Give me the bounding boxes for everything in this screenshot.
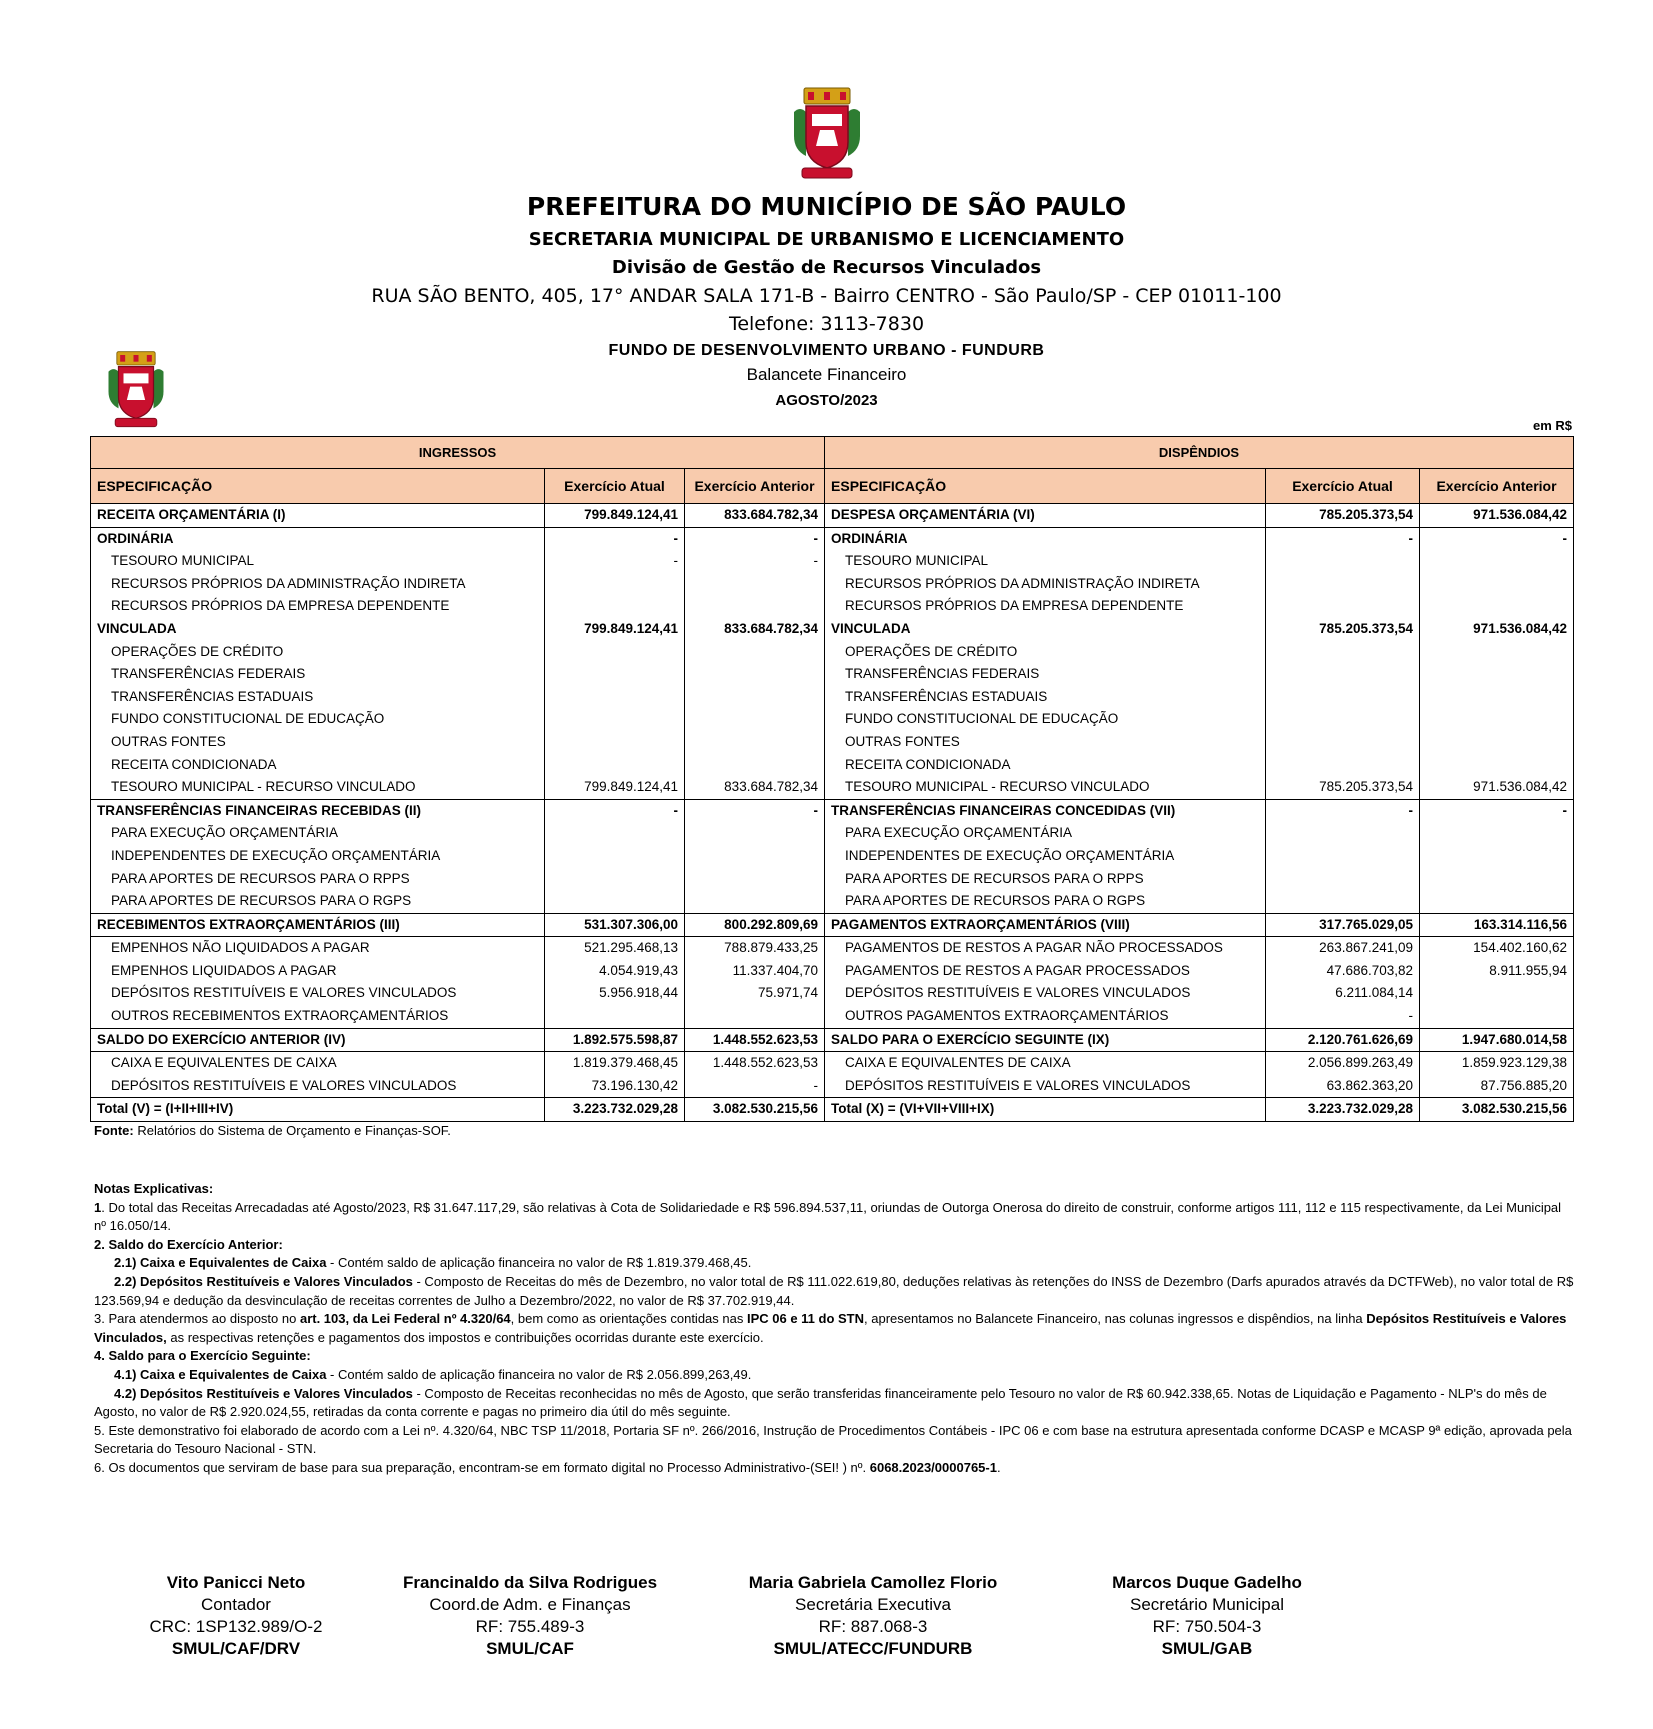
cell-right-atual [1266, 573, 1420, 596]
cell-right-atual: 6.211.084,14 [1266, 982, 1420, 1005]
signer-registration: CRC: 1SP132.989/O-2 [149, 1617, 323, 1636]
cell-left-anterior [685, 686, 825, 709]
note-2-1-label: 2.1) Caixa e Equivalentes de Caixa [114, 1255, 327, 1271]
source-note [94, 1123, 451, 1138]
cell-right-atual: 2.056.899.263,49 [1266, 1052, 1420, 1075]
note-3-text-e: as respectivas retenções e pagamentos dos impostos e contribuições ocorridas durante este exercício. [166, 1329, 764, 1345]
cell-right-atual [1266, 754, 1420, 777]
cell-right-spec: OUTROS PAGAMENTOS EXTRAORÇAMENTÁRIOS [825, 1005, 1266, 1028]
cell-left-anterior: 3.082.530.215,56 [685, 1098, 825, 1122]
cell-right-anterior [1420, 595, 1574, 618]
cell-right-atual: - [1266, 1005, 1420, 1028]
cell-right-atual [1266, 731, 1420, 754]
cell-right-spec: TRANSFERÊNCIAS FINANCEIRAS CONCEDIDAS (VII) [825, 799, 1266, 822]
cell-right-anterior: 154.402.160,62 [1420, 937, 1574, 960]
table-row [91, 663, 1574, 686]
cell-right-spec: TESOURO MUNICIPAL - RECURSO VINCULADO [825, 776, 1266, 799]
cell-left-anterior: - [685, 1075, 825, 1098]
cell-right-spec: INDEPENDENTES DE EXECUÇÃO ORÇAMENTÁRIA [825, 845, 1266, 868]
note-2-title: 2. Saldo do Exercício Anterior: [94, 1236, 283, 1252]
table-row [91, 1098, 1574, 1122]
cell-left-spec: EMPENHOS NÃO LIQUIDADOS A PAGAR [91, 937, 545, 960]
col-spec-left: ESPECIFICAÇÃO [91, 469, 545, 504]
table-row [91, 731, 1574, 754]
cell-left-anterior [685, 663, 825, 686]
cell-right-atual [1266, 890, 1420, 913]
cell-left-spec: RECURSOS PRÓPRIOS DA EMPRESA DEPENDENTE [91, 595, 545, 618]
note-3-text-a: 3. Para atendermos ao disposto no [94, 1311, 300, 1327]
cell-right-atual [1266, 686, 1420, 709]
cell-left-anterior [685, 845, 825, 868]
note-4-2 [94, 1385, 1574, 1422]
address: RUA SÃO BENTO, 405, 17° ANDAR SALA 171-B - Bairro CENTRO - São Paulo/SP - CEP 01011-100 [371, 285, 1282, 307]
signer-role: Secretário Municipal [1129, 1595, 1284, 1614]
cell-left-atual [545, 890, 685, 913]
cell-left-spec: RECEITA CONDICIONADA [91, 754, 545, 777]
cell-left-anterior: - [685, 527, 825, 550]
cell-right-anterior [1420, 663, 1574, 686]
signer-unit: SMUL/CAF/DRV [171, 1639, 301, 1658]
note-6 [94, 1459, 1574, 1478]
cell-left-anterior: - [685, 550, 825, 573]
cell-right-anterior: 87.756.885,20 [1420, 1075, 1574, 1098]
cell-left-atual: 531.307.306,00 [545, 913, 685, 937]
currency-unit: em R$ [1532, 418, 1572, 433]
cell-left-anterior [685, 641, 825, 664]
cell-left-atual [545, 686, 685, 709]
secretaria-title: SECRETARIA MUNICIPAL DE URBANISMO E LICENCIAMENTO [528, 229, 1125, 250]
cell-left-spec: RECEITA ORÇAMENTÁRIA (I) [91, 504, 545, 528]
dispendios-header: DISPÊNDIOS [825, 437, 1574, 469]
cell-right-atual [1266, 663, 1420, 686]
table-row [91, 1075, 1574, 1098]
cell-left-spec: OPERAÇÕES DE CRÉDITO [91, 641, 545, 664]
table-row [91, 890, 1574, 913]
cell-right-spec: RECEITA CONDICIONADA [825, 754, 1266, 777]
cell-right-atual [1266, 708, 1420, 731]
note-3-bold-2: IPC 06 e 11 do STN [746, 1311, 865, 1327]
cell-right-spec: ORDINÁRIA [825, 527, 1266, 550]
note-4-1-label: 4.1) Caixa e Equivalentes de Caixa [114, 1366, 327, 1382]
note-1-number: 1 [94, 1199, 102, 1215]
note-2-1 [94, 1254, 1574, 1273]
col-atual-left: Exercício Atual [545, 469, 685, 504]
cell-right-anterior [1420, 868, 1574, 891]
cell-left-anterior [685, 573, 825, 596]
cell-left-spec: ORDINÁRIA [91, 527, 545, 550]
cell-left-anterior [685, 822, 825, 845]
cell-right-anterior: 971.536.084,42 [1420, 618, 1574, 641]
cell-left-atual: 521.295.468,13 [545, 937, 685, 960]
cell-left-atual [545, 845, 685, 868]
table-row [91, 595, 1574, 618]
signer-role: Contador [201, 1595, 271, 1614]
table-row [91, 845, 1574, 868]
table-row [91, 686, 1574, 709]
cell-right-spec: DESPESA ORÇAMENTÁRIA (VI) [825, 504, 1266, 528]
cell-right-anterior [1420, 641, 1574, 664]
cell-right-anterior [1420, 754, 1574, 777]
signer-registration: RF: 750.504-3 [1152, 1617, 1262, 1636]
cell-left-spec: RECURSOS PRÓPRIOS DA ADMINISTRAÇÃO INDIRETA [91, 573, 545, 596]
cell-left-spec: OUTRAS FONTES [91, 731, 545, 754]
cell-left-atual: - [545, 799, 685, 822]
cell-left-spec: TRANSFERÊNCIAS FEDERAIS [91, 663, 545, 686]
cell-right-atual: 785.205.373,54 [1266, 776, 1420, 799]
cell-left-anterior: 75.971,74 [685, 982, 825, 1005]
note-4-2-text: - Composto de Receitas reconhecidas no mês de Agosto, que serão transferidas financeiramente pelo Tesouro no valor de R$ 60.942.338,65. Notas de Liquidação e Pagamento - NLP's do mês de Agosto, no valor de R$ 2.920.024,55, retiradas da conta corrente e pagas no primeiro dia útil do mês seguinte. [94, 1385, 1547, 1420]
cell-right-atual: 785.205.373,54 [1266, 618, 1420, 641]
signer-registration: RF: 755.489-3 [475, 1617, 585, 1636]
table-row [91, 799, 1574, 822]
coat-of-arms-icon [790, 86, 864, 182]
cell-right-spec: TESOURO MUNICIPAL [825, 550, 1266, 573]
cell-left-anterior [685, 754, 825, 777]
notes-title: Notas Explicativas: [94, 1181, 214, 1196]
cell-right-spec: RECURSOS PRÓPRIOS DA EMPRESA DEPENDENTE [825, 595, 1266, 618]
cell-left-anterior: 11.337.404,70 [685, 960, 825, 983]
col-spec-right: ESPECIFICAÇÃO [825, 469, 1266, 504]
table-row [91, 913, 1574, 937]
cell-left-spec: OUTROS RECEBIMENTOS EXTRAORÇAMENTÁRIOS [91, 1005, 545, 1028]
cell-left-atual: - [545, 550, 685, 573]
cell-right-spec: Total (X) = (VI+VII+VIII+IX) [825, 1098, 1266, 1122]
cell-right-spec: DEPÓSITOS RESTITUÍVEIS E VALORES VINCULADOS [825, 1075, 1266, 1098]
cell-right-spec: FUNDO CONSTITUCIONAL DE EDUCAÇÃO [825, 708, 1266, 731]
cell-left-spec: TESOURO MUNICIPAL - RECURSO VINCULADO [91, 776, 545, 799]
cell-right-atual: - [1266, 799, 1420, 822]
cell-right-anterior [1420, 1005, 1574, 1028]
cell-left-atual: 1.892.575.598,87 [545, 1028, 685, 1052]
cell-right-atual [1266, 550, 1420, 573]
ingressos-header: INGRESSOS [91, 437, 825, 469]
cell-left-atual [545, 708, 685, 731]
cell-right-atual: 317.765.029,05 [1266, 913, 1420, 937]
cell-right-anterior: 971.536.084,42 [1420, 504, 1574, 528]
cell-right-anterior [1420, 982, 1574, 1005]
note-4-1 [94, 1366, 1574, 1385]
note-2-1-text: - Contém saldo de aplicação financeira no valor de R$ 1.819.379.468,45. [326, 1255, 752, 1271]
table-row [91, 527, 1574, 550]
cell-left-atual [545, 1005, 685, 1028]
cell-left-atual: 3.223.732.029,28 [545, 1098, 685, 1122]
table-row [91, 550, 1574, 573]
source-label: Fonte: [94, 1123, 134, 1138]
cell-left-spec: EMPENHOS LIQUIDADOS A PAGAR [91, 960, 545, 983]
cell-left-spec: CAIXA E EQUIVALENTES DE CAIXA [91, 1052, 545, 1075]
cell-left-spec: VINCULADA [91, 618, 545, 641]
cell-right-spec: PAGAMENTOS DE RESTOS A PAGAR PROCESSADOS [825, 960, 1266, 983]
cell-right-anterior [1420, 708, 1574, 731]
cell-right-atual [1266, 845, 1420, 868]
cell-right-spec: SALDO PARA O EXERCÍCIO SEGUINTE (IX) [825, 1028, 1266, 1052]
cell-left-atual [545, 573, 685, 596]
table-row [91, 937, 1574, 960]
cell-right-anterior: 1.947.680.014,58 [1420, 1028, 1574, 1052]
cell-right-atual: 47.686.703,82 [1266, 960, 1420, 983]
cell-right-anterior [1420, 550, 1574, 573]
cell-right-spec: VINCULADA [825, 618, 1266, 641]
cell-left-atual [545, 663, 685, 686]
cell-left-anterior: 800.292.809,69 [685, 913, 825, 937]
signature-block [370, 1572, 690, 1660]
cell-right-spec: DEPÓSITOS RESTITUÍVEIS E VALORES VINCULADOS [825, 982, 1266, 1005]
cell-left-spec: DEPÓSITOS RESTITUÍVEIS E VALORES VINCULADOS [91, 1075, 545, 1098]
cell-right-anterior: 163.314.116,56 [1420, 913, 1574, 937]
cell-left-spec: Total (V) = (I+II+III+IV) [91, 1098, 545, 1122]
cell-left-spec: PARA APORTES DE RECURSOS PARA O RGPS [91, 890, 545, 913]
signer-registration: RF: 887.068-3 [818, 1617, 928, 1636]
note-5: 5. Este demonstrativo foi elaborado de acordo com a Lei nº. 4.320/64, NBC TSP 11/2018, Portaria SF nº. 266/2016, Instrução de Procedimentos Contábeis - IPC 06 e com base na estrutura apresentada conforme DCASP e MCASP 9ª edição, aprovada pela Secretaria do Tesouro Nacional - STN. [94, 1422, 1572, 1457]
cell-right-atual [1266, 822, 1420, 845]
cell-left-anterior [685, 868, 825, 891]
table-column-header [91, 469, 1574, 504]
cell-right-anterior: 971.536.084,42 [1420, 776, 1574, 799]
table-row [91, 982, 1574, 1005]
cell-right-anterior: 3.082.530.215,56 [1420, 1098, 1574, 1122]
fund-name: FUNDO DE DESENVOLVIMENTO URBANO - FUNDURB [608, 342, 1045, 359]
cell-left-atual [545, 754, 685, 777]
cell-right-spec: RECURSOS PRÓPRIOS DA ADMINISTRAÇÃO INDIRETA [825, 573, 1266, 596]
note-6-text-a: 6. Os documentos que serviram de base para sua preparação, encontram-se em formato digital no Processo Administrativo-(SEI! ) nº. [94, 1459, 870, 1475]
cell-left-anterior [685, 731, 825, 754]
cell-left-atual: 1.819.379.468,45 [545, 1052, 685, 1075]
table-row [91, 776, 1574, 799]
note-6-process-number: 6068.2023/0000765-1 [869, 1459, 997, 1475]
note-4-title: 4. Saldo para o Exercício Seguinte: [94, 1348, 311, 1364]
table-group-header [91, 437, 1574, 469]
cell-right-spec: PARA APORTES DE RECURSOS PARA O RPPS [825, 868, 1266, 891]
cell-left-anterior: 833.684.782,34 [685, 776, 825, 799]
cell-left-anterior [685, 595, 825, 618]
cell-right-atual [1266, 868, 1420, 891]
cell-right-spec: TRANSFERÊNCIAS ESTADUAIS [825, 686, 1266, 709]
cell-right-anterior [1420, 573, 1574, 596]
source-text: Relatórios do Sistema de Orçamento e Finanças-SOF. [133, 1123, 451, 1138]
signature-block [713, 1572, 1033, 1660]
cell-right-spec: OUTRAS FONTES [825, 731, 1266, 754]
cell-left-atual: 799.849.124,41 [545, 618, 685, 641]
cell-right-spec: CAIXA E EQUIVALENTES DE CAIXA [825, 1052, 1266, 1075]
note-3-text-c: , bem como as orientações contidas nas [510, 1311, 747, 1327]
table-row [91, 1028, 1574, 1052]
divisao-title: Divisão de Gestão de Recursos Vinculados [611, 257, 1042, 278]
note-4-1-text: - Contém saldo de aplicação financeira no valor de R$ 2.056.899,263,49. [326, 1366, 752, 1382]
table-row [91, 1005, 1574, 1028]
signature-block [1047, 1572, 1367, 1660]
table-row [91, 641, 1574, 664]
signer-name: Maria Gabriela Camollez Florio [748, 1573, 998, 1592]
cell-left-spec: INDEPENDENTES DE EXECUÇÃO ORÇAMENTÁRIA [91, 845, 545, 868]
balance-table [90, 436, 1574, 1122]
cell-right-atual: 263.867.241,09 [1266, 937, 1420, 960]
cell-right-spec: PAGAMENTOS DE RESTOS A PAGAR NÃO PROCESSADOS [825, 937, 1266, 960]
cell-left-spec: SALDO DO EXERCÍCIO ANTERIOR (IV) [91, 1028, 545, 1052]
cell-right-anterior [1420, 822, 1574, 845]
period: AGOSTO/2023 [775, 392, 878, 409]
cell-left-atual: 799.849.124,41 [545, 776, 685, 799]
signature-block [76, 1572, 396, 1660]
org-title: PREFEITURA DO MUNICÍPIO DE SÃO PAULO [526, 192, 1127, 221]
cell-left-spec: RECEBIMENTOS EXTRAORÇAMENTÁRIOS (III) [91, 913, 545, 937]
cell-right-anterior [1420, 731, 1574, 754]
cell-right-atual [1266, 595, 1420, 618]
cell-left-atual: 73.196.130,42 [545, 1075, 685, 1098]
col-anterior-left: Exercício Anterior [685, 469, 825, 504]
note-1 [94, 1199, 1574, 1236]
signer-name: Vito Panicci Neto [166, 1573, 306, 1592]
cell-left-atual [545, 731, 685, 754]
cell-right-anterior: - [1420, 799, 1574, 822]
cell-left-spec: PARA APORTES DE RECURSOS PARA O RPPS [91, 868, 545, 891]
table-row [91, 960, 1574, 983]
note-3-bold-1: art. 103, da Lei Federal nº 4.320/64 [299, 1311, 511, 1327]
cell-left-spec: TESOURO MUNICIPAL [91, 550, 545, 573]
cell-right-spec: PARA APORTES DE RECURSOS PARA O RGPS [825, 890, 1266, 913]
col-anterior-right: Exercício Anterior [1420, 469, 1574, 504]
cell-left-anterior [685, 708, 825, 731]
note-4-2-label: 4.2) Depósitos Restituíveis e Valores Vinculados [114, 1385, 413, 1401]
cell-right-spec: PAGAMENTOS EXTRAORÇAMENTÁRIOS (VIII) [825, 913, 1266, 937]
table-row [91, 1052, 1574, 1075]
cell-right-atual: 3.223.732.029,28 [1266, 1098, 1420, 1122]
coat-of-arms-icon [100, 350, 172, 430]
cell-left-anterior: - [685, 799, 825, 822]
cell-right-anterior [1420, 686, 1574, 709]
table-row [91, 504, 1574, 528]
cell-left-atual: - [545, 527, 685, 550]
cell-left-anterior: 1.448.552.623,53 [685, 1028, 825, 1052]
cell-right-anterior [1420, 890, 1574, 913]
cell-left-anterior [685, 1005, 825, 1028]
cell-right-atual: 785.205.373,54 [1266, 504, 1420, 528]
cell-right-spec: TRANSFERÊNCIAS FEDERAIS [825, 663, 1266, 686]
cell-left-atual [545, 641, 685, 664]
signer-role: Coord.de Adm. e Finanças [429, 1595, 631, 1614]
explanatory-notes [94, 1180, 1574, 1478]
cell-left-spec: PARA EXECUÇÃO ORÇAMENTÁRIA [91, 822, 545, 845]
note-1-text: . Do total das Receitas Arrecadadas até Agosto/2023, R$ 31.647.117,29, são relativas à Cota de Solidariedade e R$ 596.894.537,11, oriundas de Outorga Onerosa do direito de construir, conforme artigos 111, 112 e 115 respectivamente, da Lei Municipal nº 16.050/14. [94, 1199, 1562, 1234]
cell-left-atual: 799.849.124,41 [545, 504, 685, 528]
col-atual-right: Exercício Atual [1266, 469, 1420, 504]
cell-right-atual [1266, 641, 1420, 664]
cell-left-atual [545, 595, 685, 618]
table-row [91, 754, 1574, 777]
note-3-text-d: , apresentamos no Balancete Financeiro, nas colunas ingressos e dispêndios, na linha [864, 1311, 1367, 1327]
cell-left-atual [545, 822, 685, 845]
phone: Telefone: 3113-7830 [728, 313, 925, 335]
cell-right-anterior: 1.859.923.129,38 [1420, 1052, 1574, 1075]
cell-right-atual: - [1266, 527, 1420, 550]
table-row [91, 868, 1574, 891]
note-3-bold-3: Depósitos Restituíveis e Valores Vinculados, [94, 1311, 1567, 1345]
table-row [91, 573, 1574, 596]
signer-name: Francinaldo da Silva Rodrigues [402, 1573, 658, 1592]
table-row [91, 708, 1574, 731]
table-row [91, 618, 1574, 641]
cell-left-spec: FUNDO CONSTITUCIONAL DE EDUCAÇÃO [91, 708, 545, 731]
cell-right-anterior: 8.911.955,94 [1420, 960, 1574, 983]
signer-unit: SMUL/ATECC/FUNDURB [773, 1639, 973, 1658]
cell-left-anterior: 1.448.552.623,53 [685, 1052, 825, 1075]
cell-right-anterior [1420, 845, 1574, 868]
cell-left-spec: DEPÓSITOS RESTITUÍVEIS E VALORES VINCULADOS [91, 982, 545, 1005]
cell-left-atual [545, 868, 685, 891]
cell-left-anterior: 833.684.782,34 [685, 504, 825, 528]
cell-right-atual: 63.862.363,20 [1266, 1075, 1420, 1098]
note-6-text-c: . [996, 1459, 1001, 1475]
note-2-2-label: 2.2) Depósitos Restituíveis e Valores Vinculados [114, 1273, 413, 1289]
cell-left-atual: 5.956.918,44 [545, 982, 685, 1005]
cell-right-anterior: - [1420, 527, 1574, 550]
note-3 [94, 1310, 1574, 1347]
cell-left-atual: 4.054.919,43 [545, 960, 685, 983]
cell-right-spec: OPERAÇÕES DE CRÉDITO [825, 641, 1266, 664]
note-2-2-text: - Composto de Receitas do mês de Dezembro, no valor total de R$ 111.022.619,80, deduções relativas às retenções do INSS de Dezembro (Darfs apurados através da DCTFWeb), no valor total de R$ 123.569,94 e dedução da desvinculação de receitas correntes de Julho a Dezembro/2022, no valor de R$ 37.702.919,44. [94, 1273, 1574, 1308]
cell-right-atual: 2.120.761.626,69 [1266, 1028, 1420, 1052]
document-title: Balancete Financeiro [746, 365, 907, 384]
cell-left-anterior [685, 890, 825, 913]
signer-role: Secretária Executiva [795, 1595, 951, 1614]
cell-left-anterior: 833.684.782,34 [685, 618, 825, 641]
table-row [91, 822, 1574, 845]
signer-name: Marcos Duque Gadelho [1112, 1573, 1302, 1592]
cell-left-spec: TRANSFERÊNCIAS FINANCEIRAS RECEBIDAS (II) [91, 799, 545, 822]
signer-unit: SMUL/CAF [486, 1639, 574, 1658]
cell-left-anterior: 788.879.433,25 [685, 937, 825, 960]
note-2-2 [94, 1273, 1574, 1310]
cell-right-spec: PARA EXECUÇÃO ORÇAMENTÁRIA [825, 822, 1266, 845]
cell-left-spec: TRANSFERÊNCIAS ESTADUAIS [91, 686, 545, 709]
signer-unit: SMUL/GAB [1161, 1639, 1253, 1658]
